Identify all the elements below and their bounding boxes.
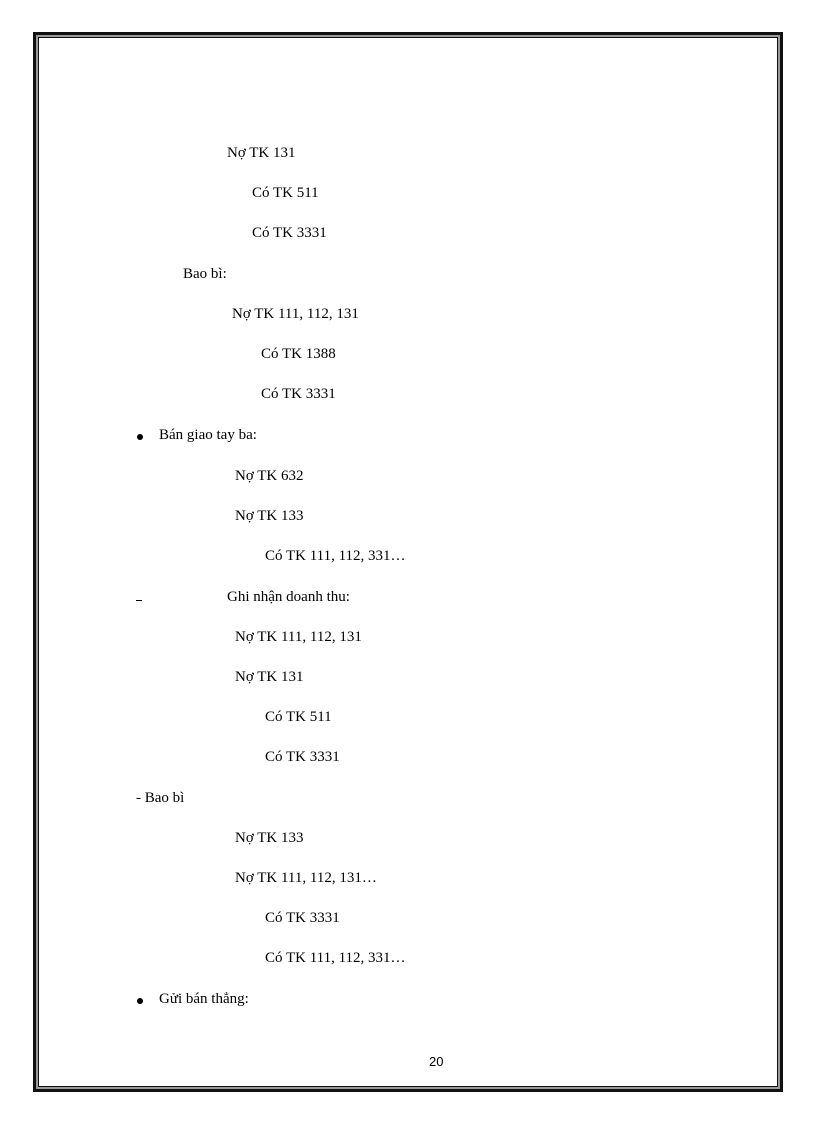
page-border-inner (38, 37, 778, 1087)
entry-debit-632: Nợ TK 632 (235, 468, 304, 484)
bullet-icon (137, 998, 143, 1004)
entry-credit-3331: Có TK 3331 (265, 749, 340, 765)
entry-credit-3331: Có TK 3331 (265, 910, 340, 926)
entry-debit-131: Nợ TK 131 (235, 669, 304, 685)
entry-credit-511: Có TK 511 (265, 709, 332, 725)
entry-debit-133: Nợ TK 133 (235, 508, 304, 524)
entry-credit-3331: Có TK 3331 (252, 225, 327, 241)
section-direct-consignment-heading: Gửi bán thẳng: (159, 991, 249, 1007)
section-packaging-heading: - Bao bì (136, 790, 185, 806)
entry-credit-111-112-331: Có TK 111, 112, 331… (265, 548, 406, 564)
entry-debit-133: Nợ TK 133 (235, 830, 304, 846)
entry-credit-511: Có TK 511 (252, 185, 319, 201)
section-packaging-heading: Bao bì: (183, 266, 227, 282)
page-number: 20 (429, 1054, 444, 1069)
entry-debit-131: Nợ TK 131 (227, 145, 296, 161)
section-three-party-sale-heading: Bán giao tay ba: (159, 427, 257, 443)
entry-debit-111-112-131: Nợ TK 111, 112, 131 (235, 629, 362, 645)
entry-credit-111-112-331: Có TK 111, 112, 331… (265, 950, 406, 966)
section-revenue-heading: Ghi nhận doanh thu: (227, 589, 350, 605)
entry-credit-1388: Có TK 1388 (261, 346, 336, 362)
entry-credit-3331: Có TK 3331 (261, 386, 336, 402)
entry-debit-111-112-131: Nợ TK 111, 112, 131 (232, 306, 359, 322)
dash-marker (136, 600, 142, 601)
entry-debit-111-112-131: Nợ TK 111, 112, 131… (235, 870, 377, 886)
bullet-icon (137, 434, 143, 440)
